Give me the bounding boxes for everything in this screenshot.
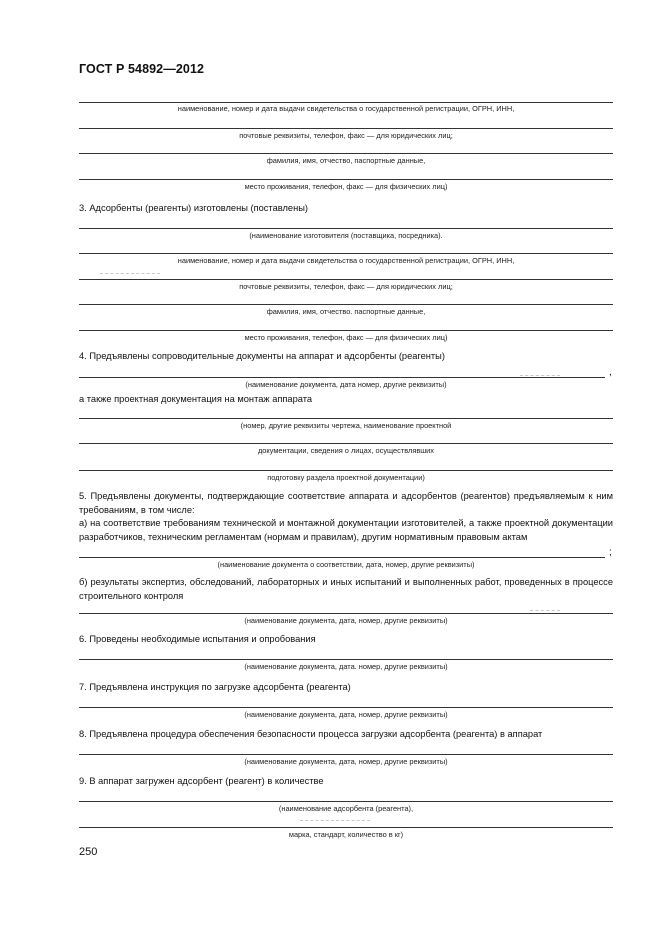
caption: (номер, другие реквизиты чертежа, наименование проектной — [240, 421, 452, 430]
scan-artifact — [530, 610, 560, 611]
fill-line — [79, 377, 605, 378]
fill-line — [79, 827, 613, 828]
fill-line — [79, 557, 605, 558]
caption: наименование, номер и дата выдачи свидетельства о государственной регистрации, ОГРН, ИНН, — [177, 104, 515, 113]
caption: наименование, номер и дата выдачи свидетельства о государственной регистрации, ОГРН, ИНН, — [177, 256, 515, 265]
caption: (наименование изготовителя (поставщика, посредника). — [249, 231, 443, 240]
caption: подготовку раздела проектной документации) — [267, 473, 425, 482]
fill-line — [79, 801, 613, 802]
fill-line — [79, 304, 613, 305]
section-5a-text: а) на соответствие требованиям технической и монтажной документации изготовителей, а также проектной документации разработчиков, техническим регламентам (нормам и правилам), другим нормативным правовым актам — [79, 518, 613, 542]
fill-line — [79, 754, 613, 755]
caption: марка, стандарт, количество в кг) — [288, 830, 404, 839]
caption: (наименование документа, дата, номер, другие реквизиты) — [244, 616, 448, 625]
caption: (наименование документа, дата, номер, другие реквизиты) — [244, 757, 448, 766]
fill-line — [79, 153, 613, 154]
scan-artifact — [100, 273, 160, 274]
fill-line — [79, 470, 613, 471]
section-9-text: 9. В аппарат загружен адсорбент (реагент) в количестве — [79, 776, 324, 786]
fill-line — [79, 613, 613, 614]
caption: (наименование адсорбента (реагента), — [278, 804, 414, 813]
fill-line — [79, 443, 613, 444]
section-5-text: 5. Предъявлены документы, подтверждающие соответствие аппарата и адсорбентов (реагентов) предъявляемым к ним требованиям, в том числе: — [79, 491, 613, 515]
caption: (наименование документа о соответствии, дата, номер, другие реквизиты) — [217, 560, 475, 569]
fill-line — [79, 659, 613, 660]
semicolon-mark: ; — [609, 547, 612, 558]
section-4-project-doc: а также проектная документация на монтаж аппарата — [79, 394, 313, 404]
caption: фамилия, имя, отчество, паспортные данные, — [266, 156, 426, 165]
caption: почтовые реквизиты, телефон, факс — для юридических лиц; — [239, 131, 453, 140]
fill-line — [79, 707, 613, 708]
caption: (наименование документа, дата номер, другие реквизиты) — [245, 380, 447, 389]
fill-line — [79, 253, 613, 254]
fill-line — [79, 330, 613, 331]
caption: документации, сведения о лицах, осуществлявших — [258, 446, 434, 455]
section-3-text: 3. Адсорбенты (реагенты) изготовлены (поставлены) — [79, 203, 308, 213]
section-4-text: 4. Предъявлены сопроводительные документы на аппарат и адсорбенты (реагенты) — [79, 351, 445, 361]
caption: (наименование документа, дата. номер, другие реквизиты) — [244, 662, 448, 671]
caption: (наименование документа, дата, номер, другие реквизиты) — [244, 710, 448, 719]
section-6-text: 6. Проведены необходимые испытания и опробования — [79, 634, 316, 644]
standard-title: ГОСТ Р 54892—2012 — [79, 62, 205, 76]
fill-line — [79, 418, 613, 419]
fill-line — [79, 179, 613, 180]
section-8-text: 8. Предъявлена процедура обеспечения безопасности процесса загрузки адсорбента (реагента) в аппарат — [79, 729, 543, 739]
caption: место проживания, телефон, факс — для физических лиц) — [244, 182, 448, 191]
page-number: 250 — [79, 846, 98, 858]
comma-mark: , — [609, 367, 612, 378]
caption: фамилия, имя, отчество. паспортные данные, — [266, 307, 426, 316]
caption: почтовые реквизиты, телефон, факс — для юридических лиц; — [239, 282, 453, 291]
section-5b-text: б) результаты экспертиз, обследований, лабораторных и иных испытаний и выполненных работ, проведенных в процессе строительного контроля — [79, 577, 613, 601]
section-7-text: 7. Предъявлена инструкция по загрузке адсорбента (реагента) — [79, 682, 351, 692]
scan-artifact — [520, 375, 560, 376]
fill-line — [79, 128, 613, 129]
fill-line — [79, 279, 613, 280]
scan-artifact — [300, 820, 370, 821]
caption: место проживания, телефон, факс — для физических лиц) — [244, 333, 448, 342]
fill-line — [79, 228, 613, 229]
fill-line — [79, 102, 613, 103]
